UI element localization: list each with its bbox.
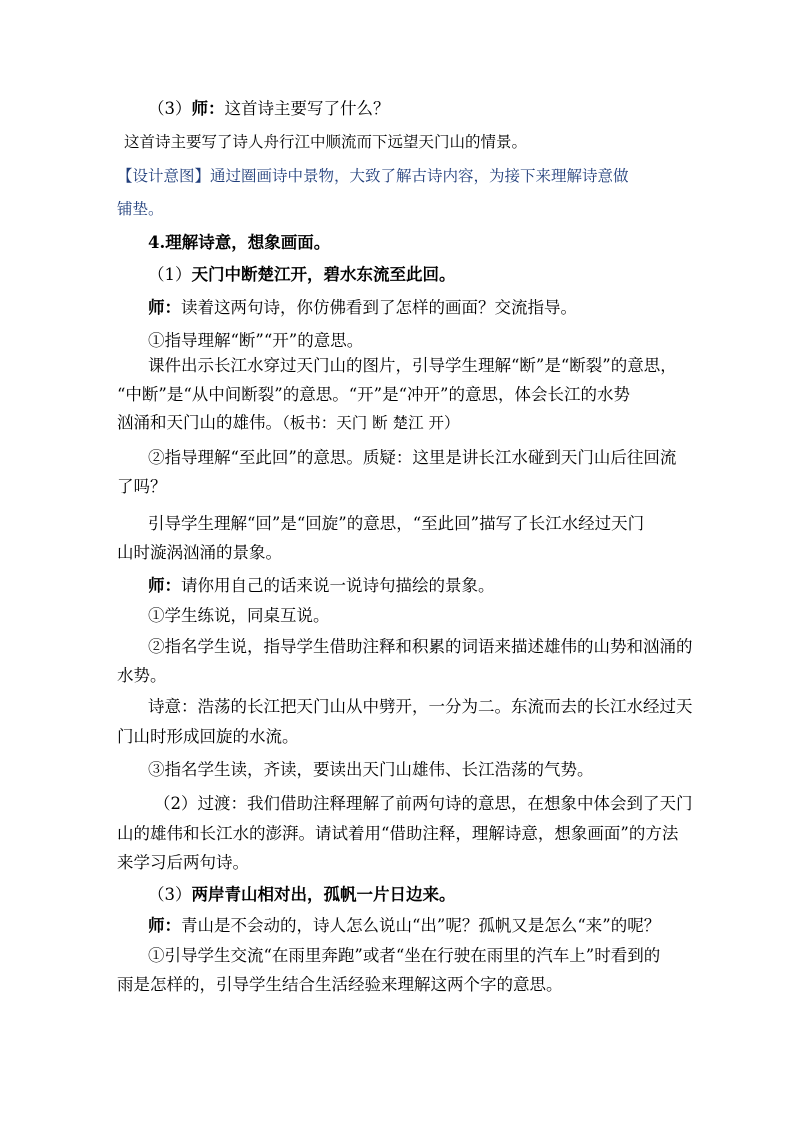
step-text: ②指名学生说，指导学生借助注释和积累的词语来描述雄伟的山势和汹涌的	[148, 637, 693, 656]
teacher-label: 师：	[191, 99, 225, 118]
transition-text: （2）过渡：我们借助注释理解了前两句诗的意思，在想象中体会到了天门	[154, 794, 693, 813]
paragraph-line	[117, 665, 794, 687]
item-number: （3）	[148, 885, 192, 904]
paragraph-line	[117, 974, 794, 996]
blackboard-note: （板书：天门 断 楚江 开）	[282, 414, 460, 432]
answer-line	[124, 131, 794, 153]
design-intent-line	[117, 165, 794, 187]
paragraph-text: 山时漩涡汹涌的景象。	[117, 543, 282, 562]
poem-text: 两岸青山相对出，孤帆一片日边来。	[191, 885, 456, 904]
step-line	[148, 636, 794, 658]
step-line	[148, 945, 794, 967]
design-intent-tag: 【设计意图】	[117, 167, 211, 185]
paragraph-line	[148, 355, 794, 377]
question-text: 这首诗主要写了什么？	[224, 99, 390, 118]
teacher-label: 师：	[148, 298, 181, 317]
paragraph-text: 门山时形成回旋的水流。	[117, 727, 299, 746]
paragraph-text: 引导学生理解“回”是“回旋”的意思，“至此回”描写了长江水经过天门	[148, 514, 645, 533]
paragraph-line	[117, 384, 794, 406]
design-intent-text: 铺垫。	[117, 200, 164, 218]
paragraph-line	[117, 852, 794, 874]
paragraph-text: 了吗？	[117, 477, 167, 496]
paragraph-text: “中断”是“从中间断裂”的意思。“开”是“冲开”的意思，体会长江的水势	[117, 385, 630, 404]
step-text: ①引导学生交流“在雨里奔跑”或者“坐在行驶在雨里的汽车上”时看到的	[148, 946, 661, 965]
paragraph-text: 汹涌和天门山的雄伟。	[117, 413, 282, 432]
paragraph-line	[117, 542, 794, 564]
paragraph-text: 水势。	[117, 666, 167, 685]
teacher-label: 师：	[148, 916, 181, 935]
item-number: （3）	[148, 99, 192, 118]
teacher-text: 读着这两句诗，你仿佛看到了怎样的画面？交流指导。	[181, 298, 577, 317]
teacher-line	[148, 915, 794, 937]
teacher-line	[148, 297, 794, 319]
design-intent-line-continued	[117, 198, 794, 220]
poem-text: 天门中断楚江开，碧水东流至此回。	[191, 265, 456, 284]
poem-line	[148, 884, 794, 906]
paragraph-line	[117, 823, 794, 845]
paragraph-text: 课件出示长江水穿过天门山的图片，引导学生理解“断”是“断裂”的意思，	[148, 356, 677, 375]
step-text: ①指导理解“断”“开”的意思。	[148, 331, 364, 350]
poem-meaning-line	[148, 696, 794, 718]
teacher-text: 青山是不会动的，诗人怎么说山“出”呢？孤帆又是怎么“来”的呢？	[181, 916, 661, 935]
paragraph-text: 山的雄伟和长江水的澎湃。请试着用“借助注释，理解诗意，想象画面”的方法	[117, 824, 679, 843]
teacher-label: 师：	[148, 576, 181, 595]
step-line	[148, 759, 794, 781]
paragraph-text: 来学习后两句诗。	[117, 853, 249, 872]
item-number: （1）	[148, 265, 192, 284]
step-text: ②指导理解“至此回”的意思。质疑：这里是讲长江水碰到天门山后往回流	[148, 448, 677, 467]
step-text: ③指名学生读，齐读，要读出天门山雄伟、长江浩荡的气势。	[148, 760, 594, 779]
step-line	[148, 447, 794, 469]
step-line	[148, 605, 794, 627]
paragraph-line	[117, 726, 794, 748]
step-line	[148, 330, 794, 352]
question-line	[148, 98, 794, 120]
paragraph-line	[117, 412, 794, 434]
paragraph-line	[148, 513, 794, 535]
paragraph-line	[117, 476, 794, 498]
paragraph-text: 雨是怎样的，引导学生结合生活经验来理解这两个字的意思。	[117, 975, 563, 994]
step-text: ①学生练说，同桌互说。	[148, 606, 330, 625]
design-intent-text: 通过圈画诗中景物，大致了解古诗内容，为接下来理解诗意做	[210, 167, 629, 185]
poem-meaning-text: 诗意：浩荡的长江把天门山从中劈开，一分为二。东流而去的长江水经过天	[148, 697, 693, 716]
transition-line	[154, 793, 794, 815]
poem-line	[148, 264, 794, 286]
teacher-line	[148, 575, 794, 597]
teacher-text: 请你用自己的话来说一说诗句描绘的景象。	[181, 576, 495, 595]
section-heading	[148, 232, 794, 254]
answer-text: 这首诗主要写了诗人舟行江中顺流而下远望天门山的情景。	[124, 133, 528, 151]
section-heading-text: 4.理解诗意，想象画面。	[148, 233, 331, 252]
